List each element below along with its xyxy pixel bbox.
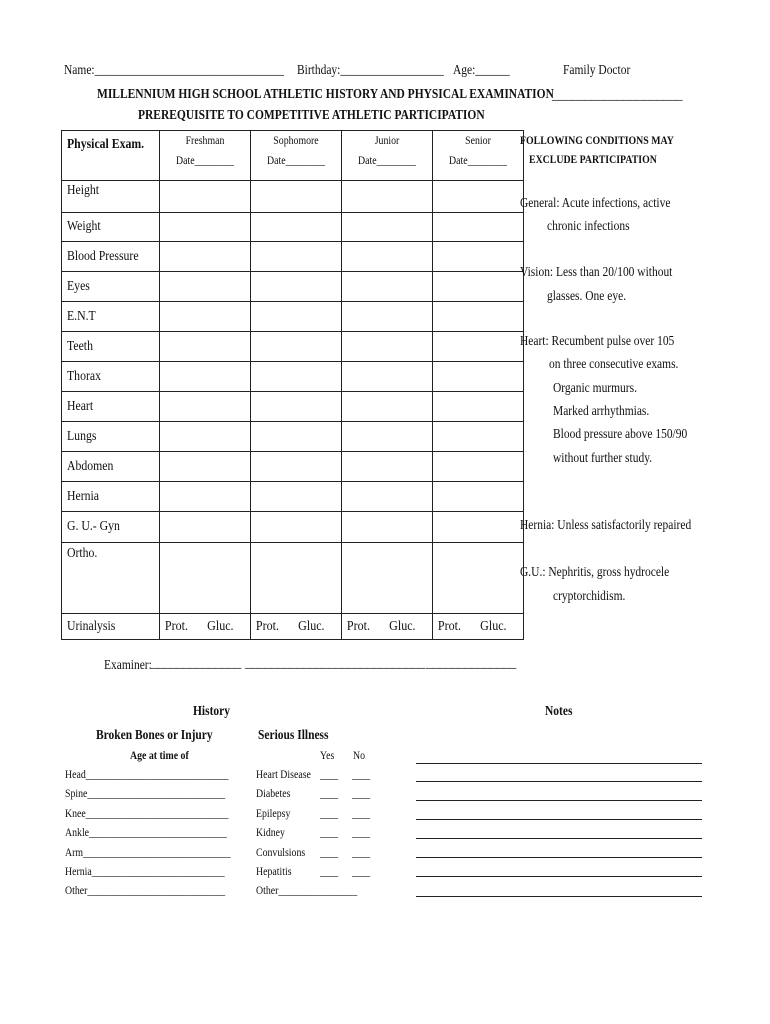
exam-row-hernia [62, 482, 524, 512]
exam-row-blood-pressure [62, 242, 524, 272]
injury-ankle-field[interactable]: Ankle____________________________ [65, 825, 227, 839]
illness-diabetes: Diabetes [256, 786, 291, 800]
form-subtitle: PREREQUISITE TO COMPETITIVE ATHLETIC PARTICIPATION [138, 108, 485, 123]
exam-cell[interactable] [432, 452, 523, 482]
row-label: Thorax [67, 368, 101, 384]
exam-cell[interactable] [159, 242, 250, 272]
exam-cell[interactable] [250, 543, 341, 614]
row-label: Hernia [67, 488, 99, 504]
illness-epilepsy: Epilepsy [256, 806, 291, 820]
notes-heading: Notes [545, 704, 573, 719]
urinalysis-cell[interactable]: Prot. Gluc. [341, 614, 432, 640]
examiner-label: Examiner: [104, 658, 152, 673]
exam-cell[interactable] [250, 452, 341, 482]
exam-row-lungs [62, 422, 524, 452]
exam-cell[interactable] [432, 512, 523, 543]
injury-head-field[interactable]: Head_____________________________ [65, 767, 229, 781]
condition-heart-3: Organic murmurs. [553, 381, 637, 396]
birthday-field[interactable]: Birthday:__________________ [297, 63, 444, 78]
exam-cell[interactable] [341, 422, 432, 452]
exam-cell[interactable] [250, 272, 341, 302]
exam-cell[interactable] [250, 422, 341, 452]
exam-cell[interactable] [159, 452, 250, 482]
condition-general: General: Acute infections, active [520, 196, 671, 211]
condition-gu: G.U.: Nephritis, gross hydrocele [520, 565, 670, 580]
notes-line[interactable] [416, 896, 702, 897]
broken-bones-heading: Broken Bones or Injury [96, 728, 213, 743]
illness-hepatitis: Hepatitis [256, 864, 292, 878]
examiner-field-4[interactable]: ______________ [426, 656, 516, 671]
condition-hernia: Hernia: Unless satisfactorily repaired [520, 518, 692, 533]
exam-cell[interactable] [250, 302, 341, 332]
notes-line[interactable] [416, 800, 702, 801]
yes-blank[interactable]: ___ [320, 864, 338, 878]
exam-cell[interactable] [250, 512, 341, 543]
yes-blank[interactable]: ___ [320, 825, 338, 839]
notes-line[interactable] [416, 763, 702, 764]
exam-cell[interactable] [432, 392, 523, 422]
no-blank[interactable]: ___ [352, 786, 370, 800]
exam-cell[interactable] [250, 332, 341, 362]
exam-row-gu-gyn [62, 512, 524, 543]
exam-cell[interactable] [341, 512, 432, 543]
exam-cell[interactable] [341, 213, 432, 242]
row-label: Weight [67, 219, 101, 234]
exam-row-ent [62, 302, 524, 332]
history-heading: History [193, 704, 230, 719]
exam-cell[interactable] [341, 242, 432, 272]
row-label: Blood Pressure [67, 248, 139, 264]
yes-blank[interactable]: ___ [320, 767, 338, 781]
exam-cell[interactable] [159, 362, 250, 392]
sophomore-column: Sophomore Date________ [250, 131, 341, 181]
exam-cell[interactable] [432, 422, 523, 452]
exam-cell[interactable] [159, 512, 250, 543]
physical-exam-heading: Physical Exam. [62, 131, 160, 181]
exam-cell[interactable] [159, 181, 250, 213]
exam-cell[interactable] [159, 332, 250, 362]
yes-blank[interactable]: ___ [320, 806, 338, 820]
exam-cell[interactable] [159, 482, 250, 512]
exam-row-eyes [62, 272, 524, 302]
conditions-heading: FOLLOWING CONDITIONS MAY [520, 133, 674, 147]
exam-cell[interactable] [432, 302, 523, 332]
exam-cell[interactable] [159, 302, 250, 332]
injury-knee-field[interactable]: Knee_____________________________ [65, 806, 229, 820]
illness-heart-disease: Heart Disease [256, 767, 311, 781]
exam-cell[interactable] [250, 482, 341, 512]
exam-cell[interactable] [159, 272, 250, 302]
exam-cell[interactable] [341, 482, 432, 512]
exam-cell[interactable] [250, 362, 341, 392]
condition-heart-6: without further study. [553, 451, 653, 466]
exam-cell[interactable] [341, 272, 432, 302]
no-blank[interactable]: ___ [352, 825, 370, 839]
notes-line[interactable] [416, 876, 702, 877]
exam-cell[interactable] [432, 213, 523, 242]
illness-kidney: Kidney [256, 825, 285, 839]
exam-cell[interactable] [159, 422, 250, 452]
freshman-column: Freshman Date________ [159, 131, 250, 181]
age-at-time-heading: Age at time of [130, 748, 189, 762]
condition-heart-2: on three consecutive exams. [549, 357, 679, 372]
name-field[interactable]: Name:_________________________________ [64, 63, 285, 78]
row-label: G. U.- Gyn [67, 519, 120, 534]
illness-other-field[interactable]: Other________________ [256, 883, 358, 897]
condition-vision-2: glasses. One eye. [547, 289, 627, 304]
exam-cell[interactable] [432, 482, 523, 512]
injury-hernia-field[interactable]: Hernia___________________________ [65, 864, 225, 878]
exam-cell[interactable] [432, 332, 523, 362]
condition-vision: Vision: Less than 20/100 without [520, 265, 673, 280]
junior-date-field[interactable]: Date________ [357, 153, 416, 167]
no-heading: No [353, 748, 366, 762]
row-label: Lungs [67, 428, 97, 444]
exam-cell[interactable] [432, 272, 523, 302]
exam-cell[interactable] [159, 213, 250, 242]
row-label: Height [67, 183, 100, 198]
exam-cell[interactable] [341, 362, 432, 392]
serious-illness-heading: Serious Illness [258, 728, 329, 743]
exam-cell[interactable] [432, 242, 523, 272]
family-doctor-label: Family Doctor [563, 63, 631, 78]
exam-cell[interactable] [250, 213, 341, 242]
age-field[interactable]: Age:______ [453, 63, 510, 78]
urinalysis-label: Urinalysis [67, 618, 116, 634]
urinalysis-cell[interactable]: Prot. Gluc. [250, 614, 341, 640]
injury-arm-field[interactable]: Arm______________________________ [65, 845, 231, 859]
freshman-date-field[interactable]: Date________ [175, 153, 234, 167]
condition-heart-4: Marked arrhythmias. [553, 404, 650, 419]
urinalysis-cell[interactable]: Prot. Gluc. [159, 614, 250, 640]
row-label: Eyes [67, 278, 90, 294]
exam-cell[interactable] [341, 543, 432, 614]
condition-general-2: chronic infections [547, 219, 630, 234]
no-blank[interactable]: ___ [352, 806, 370, 820]
exam-cell[interactable] [341, 181, 432, 213]
exam-cell[interactable] [432, 543, 523, 614]
notes-line[interactable] [416, 857, 702, 858]
row-label: Teeth [67, 338, 93, 354]
row-label: Abdomen [67, 458, 114, 474]
condition-heart-5: Blood pressure above 150/90 [553, 427, 688, 442]
exam-row-urinalysis [62, 614, 524, 640]
no-blank[interactable]: ___ [352, 864, 370, 878]
exam-cell[interactable] [159, 392, 250, 422]
exam-row-heart [62, 392, 524, 422]
urinalysis-cell[interactable]: Prot. Gluc. [432, 614, 523, 640]
row-label: Heart [67, 398, 94, 414]
exam-cell[interactable] [341, 392, 432, 422]
injury-other-field[interactable]: Other____________________________ [65, 883, 226, 897]
exam-row-thorax [62, 362, 524, 392]
exam-cell[interactable] [341, 452, 432, 482]
exam-cell[interactable] [341, 302, 432, 332]
illness-convulsions: Convulsions [256, 845, 306, 859]
sophomore-date-field[interactable]: Date________ [266, 153, 325, 167]
senior-column: Senior Date________ [432, 131, 523, 181]
exam-row-height [62, 181, 524, 213]
examiner-field-1[interactable]: ______________ [151, 656, 241, 671]
exam-cell[interactable] [250, 181, 341, 213]
exam-cell[interactable] [250, 242, 341, 272]
exam-header-row [62, 131, 524, 181]
exam-row-ortho [62, 543, 524, 614]
exam-row-teeth [62, 332, 524, 362]
conditions-heading-2: EXCLUDE PARTICIPATION [529, 152, 657, 166]
no-blank[interactable]: ___ [352, 767, 370, 781]
exam-row-weight [62, 213, 524, 242]
form-title: MILLENNIUM HIGH SCHOOL ATHLETIC HISTORY AND PHYSICAL EXAMINATION [97, 87, 554, 102]
junior-column: Junior Date________ [341, 131, 432, 181]
row-label: E.N.T [67, 308, 96, 324]
yes-blank[interactable]: ___ [320, 845, 338, 859]
examiner-field-3[interactable]: ______________ [335, 656, 425, 671]
exam-cell[interactable] [432, 362, 523, 392]
exam-cell[interactable] [250, 392, 341, 422]
notes-line[interactable] [416, 781, 702, 782]
notes-line[interactable] [416, 838, 702, 839]
physical-exam-table [61, 130, 524, 640]
senior-date-field[interactable]: Date________ [448, 153, 507, 167]
exam-cell[interactable] [432, 181, 523, 213]
exam-cell[interactable] [341, 332, 432, 362]
no-blank[interactable]: ___ [352, 845, 370, 859]
examiner-field-2[interactable]: ______________ [245, 656, 335, 671]
exam-row-abdomen [62, 452, 524, 482]
condition-heart: Heart: Recumbent pulse over 105 [520, 334, 675, 349]
family-doctor-field[interactable]: ____________________ [552, 88, 682, 103]
yes-heading: Yes [320, 748, 335, 762]
yes-blank[interactable]: ___ [320, 786, 338, 800]
condition-gu-2: cryptorchidism. [553, 589, 626, 604]
notes-line[interactable] [416, 819, 702, 820]
injury-spine-field[interactable]: Spine____________________________ [65, 786, 226, 800]
exam-cell[interactable] [159, 543, 250, 614]
row-label: Ortho. [67, 546, 98, 561]
